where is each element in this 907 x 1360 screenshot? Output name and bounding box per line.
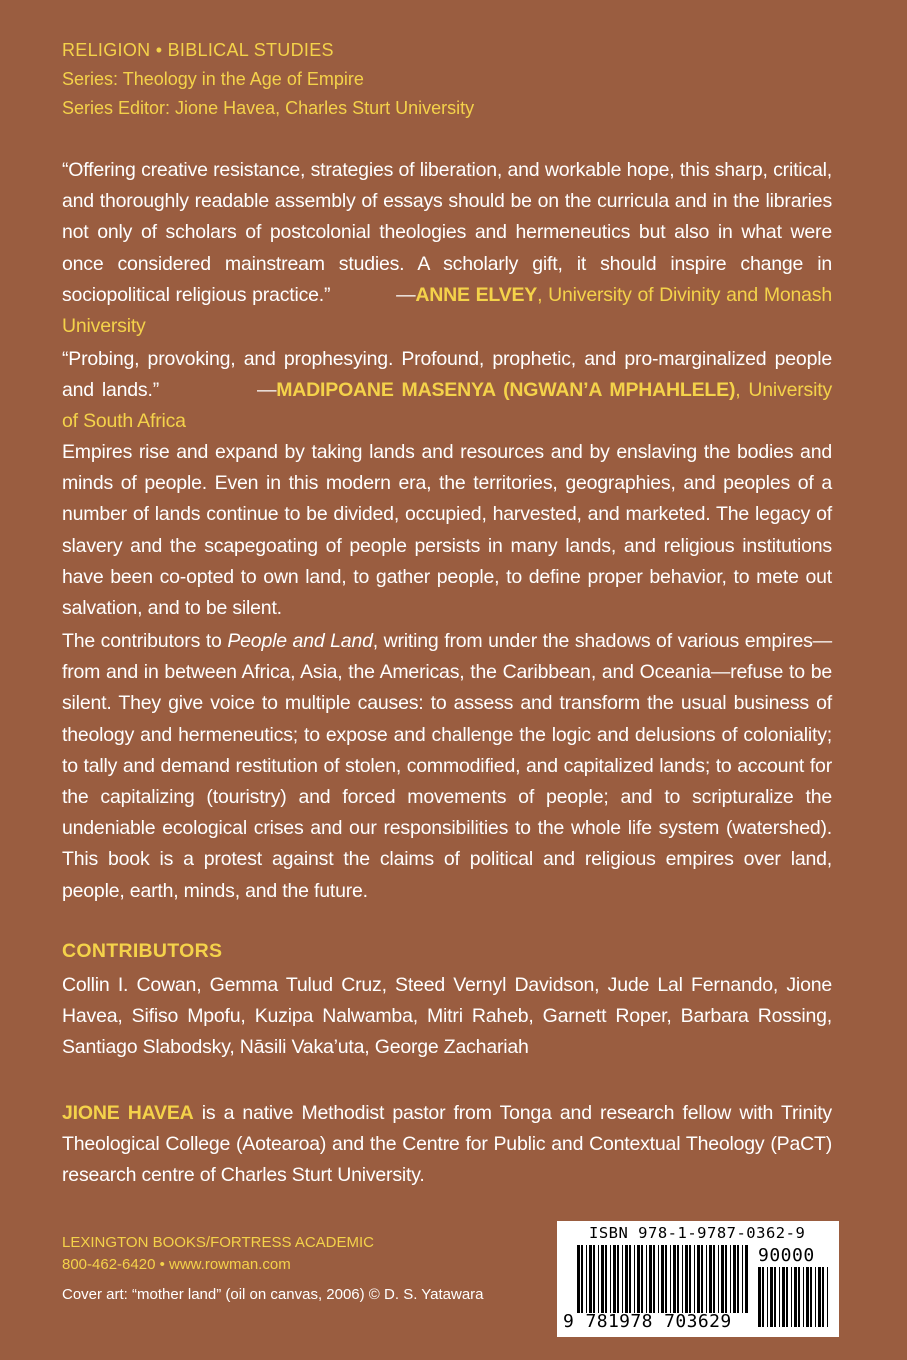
barcode-bar bbox=[709, 1245, 712, 1313]
barcode-bar bbox=[649, 1245, 652, 1313]
barcode-bar bbox=[806, 1267, 809, 1327]
barcode-bar bbox=[782, 1267, 785, 1327]
isbn-label: ISBN 978-1-9787-0362-9 bbox=[589, 1224, 806, 1242]
barcode-bar bbox=[673, 1245, 676, 1313]
barcode-bar bbox=[617, 1245, 619, 1313]
series-editor: Series Editor: Jione Havea, Charles Sturt University bbox=[62, 98, 475, 118]
endorsement-quote: “Probing, provoking, and prophesying. Profound, prophetic, and pro-marginalized people and lands.” bbox=[62, 348, 832, 402]
barcode-bar bbox=[613, 1245, 616, 1313]
barcode-bar bbox=[665, 1245, 667, 1313]
description-paragraph-2 bbox=[62, 626, 832, 907]
barcode-bar bbox=[730, 1245, 731, 1313]
barcode-bar bbox=[682, 1245, 683, 1313]
barcode-bar bbox=[786, 1267, 788, 1327]
barcode-bar bbox=[818, 1267, 821, 1327]
barcode-bar bbox=[629, 1245, 631, 1313]
cover-art-credit: Cover art: “mother land” (oil on canvas, 2006) © D. S. Yatawara bbox=[62, 1286, 484, 1303]
endorsement-elvey bbox=[62, 155, 832, 342]
barcode-bar bbox=[637, 1245, 640, 1313]
barcode-bar bbox=[791, 1267, 792, 1327]
barcode-bar bbox=[779, 1267, 780, 1327]
author-bio bbox=[62, 1098, 832, 1192]
barcode-bar bbox=[798, 1267, 800, 1327]
barcode-bar bbox=[737, 1245, 739, 1313]
barcode-bar bbox=[810, 1267, 812, 1327]
barcode-bar bbox=[581, 1245, 583, 1313]
description-text: , writing from under the shadows of various empires—from and in between Africa, Asia, the Americas, the Caribbean, and Oceania—refuse to be silent. They give voice to multiple causes: to assess and transform the usual business of theology and hermeneutics; to expose and challenge the logic and delusions of coloniality; to tally and demand restitution of stolen, commodified, and capitalized lands; to account for the capitalizing (touristry) and forced movements of people; and to scripturalize the undeniable ecological crises and our responsibilities to the whole life system (watershed). This book is a protest against the claims of political and religious empires over land, people, earth, minds, and the future. bbox=[62, 630, 832, 902]
barcode-bar bbox=[758, 1267, 761, 1327]
author-bio-text: is a native Methodist pastor from Tonga and research fellow with Trinity Theological College (Aotearoa) and the Centre for Public and Contextual Theology (PaCT) research centre of Charles Sturt University. bbox=[62, 1102, 832, 1187]
endorser-affiliation: , University of Divinity and Monash University bbox=[62, 283, 833, 338]
barcode-bar bbox=[794, 1267, 797, 1327]
barcode-bar bbox=[770, 1267, 773, 1327]
barcode-bar bbox=[670, 1245, 671, 1313]
barcode-bar bbox=[827, 1267, 828, 1327]
barcode-bar bbox=[742, 1245, 743, 1313]
endorsement-dash: — bbox=[256, 379, 277, 402]
cover-header bbox=[62, 36, 474, 123]
contributors-list: Collin I. Cowan, Gemma Tulud Cruz, Steed Vernyl Davidson, Jude Lal Fernando, Jione Havea, Sifiso Mpofu, Kuzipa Nalwamba, Mitri Raheb, Garnett Roper, Barbara Rossing, Santiago Slabodsky, Nāsili Vaka’uta, George Zachariah bbox=[62, 974, 832, 1059]
barcode-bar bbox=[646, 1245, 647, 1313]
barcode-bar bbox=[601, 1245, 604, 1313]
barcode-bar bbox=[610, 1245, 611, 1313]
barcode-bar bbox=[677, 1245, 679, 1313]
barcode-bar bbox=[641, 1245, 643, 1313]
barcode-bar bbox=[725, 1245, 727, 1313]
endorser-affiliation: , University of South Africa bbox=[62, 379, 832, 433]
barcode-bar bbox=[701, 1245, 703, 1313]
barcode-bar bbox=[721, 1245, 724, 1313]
description-text: The contributors to bbox=[62, 630, 228, 652]
barcode-bar bbox=[589, 1245, 592, 1313]
endorsement-quote: “Offering creative resistance, strategies of liberation, and workable hope, this sharp, critical, and thoroughly readable assembly of essays should be on the curricula and in the libraries not only of scholars of postcolonial theologies and hermeneutics but also in what were once considered mainstream studies. A scholarly gift, it should inspire change in sociopolitical religious practice.” bbox=[62, 159, 832, 306]
author-name: JIONE HAVEA bbox=[62, 1102, 194, 1124]
barcode-bar bbox=[577, 1245, 580, 1313]
barcode-bar bbox=[733, 1245, 736, 1313]
barcode-bar bbox=[762, 1267, 764, 1327]
barcode-bar bbox=[661, 1245, 664, 1313]
barcode-bar bbox=[803, 1267, 804, 1327]
barcode-bar bbox=[634, 1245, 635, 1313]
barcode-bar bbox=[694, 1245, 695, 1313]
addon-digits: 90000 bbox=[758, 1245, 815, 1266]
barcode-bar bbox=[586, 1245, 587, 1313]
contributors-heading: CONTRIBUTORS bbox=[62, 940, 223, 962]
barcode-bar bbox=[625, 1245, 628, 1313]
barcode-bar bbox=[713, 1245, 715, 1313]
barcode-bar bbox=[815, 1267, 816, 1327]
barcode-bar bbox=[689, 1245, 691, 1313]
description-paragraph-1: Empires rise and expand by taking lands and resources and by enslaving the bodies and minds of people. Even in this modern era, the territories, geographies, and peoples of a number of lands continue to be divided, occupied, harvested, and marketed. The legacy of slavery and the scapegoating of people persists in many lands, and religious institutions have been co-opted to own land, to gather people, to define proper behavior, to mete out salvation, and to be silent. bbox=[62, 441, 832, 620]
isbn-barcode bbox=[557, 1221, 839, 1337]
book-title: People and Land bbox=[227, 630, 373, 652]
series-title: Series: Theology in the Age of Empire bbox=[62, 69, 364, 89]
ean-digits: 9 781978 703629 bbox=[563, 1311, 732, 1332]
publisher-contact: 800-462-6420 • www.rowman.com bbox=[62, 1256, 291, 1273]
barcode-bar bbox=[605, 1245, 607, 1313]
barcode-bar bbox=[658, 1245, 659, 1313]
barcode-bar bbox=[622, 1245, 623, 1313]
barcode-bar bbox=[593, 1245, 595, 1313]
barcode-bar bbox=[697, 1245, 700, 1313]
publisher-name: LEXINGTON BOOKS/FORTRESS ACADEMIC bbox=[62, 1234, 375, 1251]
endorser-name: ANNE ELVEY bbox=[415, 283, 538, 306]
barcode-bar bbox=[822, 1267, 824, 1327]
barcode-bar bbox=[774, 1267, 776, 1327]
barcode-bar bbox=[745, 1245, 748, 1313]
endorser-name: MADIPOANE MASENYA (NGWAN’A MPHAHLELE) bbox=[276, 379, 736, 402]
barcode-bar bbox=[598, 1245, 599, 1313]
barcode-bar bbox=[706, 1245, 707, 1313]
barcode-bar bbox=[718, 1245, 719, 1313]
category-label: RELIGION • BIBLICAL STUDIES bbox=[62, 40, 334, 60]
barcode-bar bbox=[685, 1245, 688, 1313]
endorsement-masenya bbox=[62, 344, 832, 438]
barcode-bar bbox=[653, 1245, 655, 1313]
publisher-info bbox=[62, 1232, 484, 1306]
endorsement-dash: — bbox=[396, 283, 416, 306]
barcode-bar bbox=[767, 1267, 768, 1327]
